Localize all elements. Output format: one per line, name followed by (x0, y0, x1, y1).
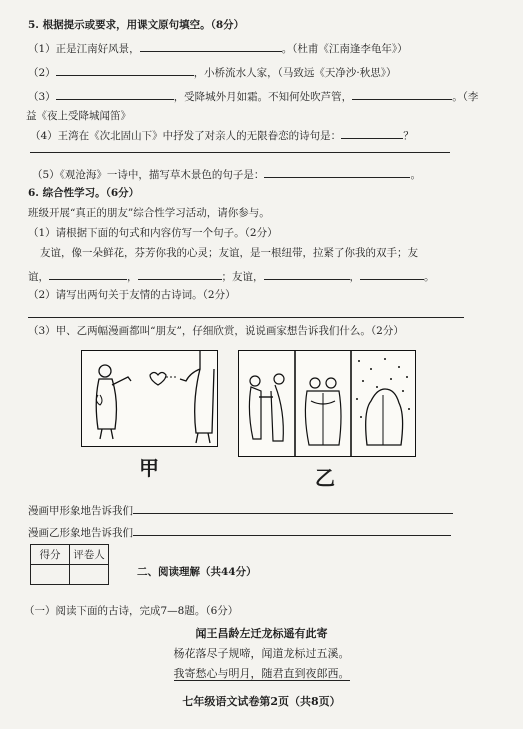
comic-yi-drawing (239, 351, 415, 456)
q6-part-3: （3）甲、乙两幅漫画都叫“朋友”，仔细欣赏，说说画家想告诉我们什么。（2分） (28, 325, 404, 337)
section-2-part-1: （一）阅读下面的古诗，完成7—8题。（6分） (24, 605, 239, 617)
q6-part-1-fill (28, 268, 435, 284)
comic-jia-legs-right (196, 433, 210, 443)
q5-item-3 (28, 88, 478, 104)
q6-fill-middle: ；友谊， (221, 271, 264, 283)
comic-jia-label: 甲 (139, 456, 159, 480)
comic-yi-p2-head-a (310, 378, 320, 388)
comic-yi-p1-head-a (250, 376, 260, 386)
comic-yi-label: 乙 (315, 466, 335, 490)
comic-jia-arm-right (180, 351, 200, 381)
comic-jia-legs-left (100, 429, 113, 439)
q6-part-1-example: 友谊，像一朵鲜花，芬芳你我的心灵；友谊，是一根纽带，拉紧了你我的双手；友 (40, 247, 418, 259)
comic-jia-held-heart (96, 395, 102, 405)
q5-item-2-prefix: （2） (28, 67, 56, 79)
q6-intro: 班级开展“真正的朋友”综合性学习活动，请你参与。 (28, 207, 270, 219)
q5-item-1-blank[interactable] (140, 40, 282, 52)
comic-jia-answer (28, 502, 453, 518)
comic-yi-p1-body-a (249, 387, 261, 439)
comic-yi-p1-head-b (274, 374, 284, 384)
q5-item-5-end: 。 (410, 169, 421, 181)
q5-item-1-prefix: （1）正是江南好风景， (28, 43, 140, 55)
comic-jia (81, 350, 218, 447)
q5-item-4-answer-line[interactable] (30, 152, 450, 153)
comic-yi-p2-head-b (326, 378, 336, 388)
q5-item-4-blank[interactable] (341, 127, 403, 139)
q5-item-4-end: ？ (403, 130, 414, 142)
score-box (30, 544, 109, 585)
q5-item-5 (32, 166, 421, 182)
comic-yi-answer-prefix: 漫画乙形象地告诉我们 (28, 527, 133, 539)
q5-item-2-suffix: ，小桥流水人家，（马致远《天净沙·秋思》） (193, 67, 397, 79)
q5-item-4 (30, 127, 414, 143)
poem-line-2-wrap (0, 667, 523, 681)
q5-item-2 (28, 64, 397, 80)
score-cell[interactable] (31, 565, 70, 585)
comic-jia-arm-left (112, 377, 131, 385)
comic-yi-answer-blank[interactable] (133, 524, 451, 536)
q5-item-3-prefix: （3） (28, 91, 56, 103)
q6-fill-prefix: 谊， (28, 271, 49, 283)
comic-jia-head-left (99, 365, 111, 377)
q6-fill-comma-1: ， (127, 271, 138, 283)
poem-title: 闻王昌龄左迁龙标遥有此寄 (195, 627, 328, 640)
comic-jia-answer-prefix: 漫画甲形象地告诉我们 (28, 505, 133, 517)
comic-jia-heart (150, 373, 166, 386)
q5-item-3-middle: ，受降城外月如霜。不知何处吹芦管， (173, 91, 353, 103)
q5-item-3-source: 益《夜上受降城闻笛》 (26, 110, 131, 122)
comic-jia-body-right (195, 369, 214, 433)
q6-fill-end: 。 (424, 271, 435, 283)
q6-fill-blank-2[interactable] (138, 268, 222, 280)
comic-jia-drawing (82, 351, 217, 446)
score-label: 得分 (31, 545, 70, 565)
comic-yi (238, 350, 416, 457)
q6-fill-blank-1[interactable] (49, 268, 127, 280)
q6-fill-comma-2: ， (349, 271, 360, 283)
q5-item-3-suffix: 。（李 (452, 91, 479, 103)
q5-item-5-blank[interactable] (264, 166, 410, 178)
q6-part-1: （1）请根据下面的句式和内容仿写一个句子。（2分） (28, 227, 278, 239)
q5-item-4-text: （4）王湾在《次北固山下》中抒发了对亲人的无限眷恋的诗句是： (30, 130, 342, 142)
q5-item-3-blank-b[interactable] (352, 88, 452, 100)
q5-item-5-text: （5）《观沧海》一诗中，描写草木景色的句子是： (32, 169, 265, 181)
comic-yi-p1-body-b (271, 385, 283, 441)
q6-fill-blank-3[interactable] (264, 268, 350, 280)
q6-part-2-answer-line[interactable] (28, 317, 464, 318)
comic-jia-answer-blank[interactable] (133, 502, 453, 514)
poem-line-2: 我寄愁心与明月，随君直到夜郎西。 (173, 667, 350, 680)
comic-yi-answer (28, 524, 451, 540)
q6-fill-blank-4[interactable] (360, 268, 424, 280)
comic-yi-p3-snow-figure (366, 389, 403, 445)
section-2-title: 二、阅读理解（共44分） (137, 566, 257, 578)
q5-item-1 (28, 40, 408, 56)
q6-title: 6. 综合性学习。（6分） (28, 187, 140, 199)
q5-item-1-suffix: 。（杜甫《江南逢李龟年》） (281, 43, 408, 55)
grader-cell[interactable] (70, 565, 109, 585)
q5-item-3-blank-a[interactable] (56, 88, 174, 100)
grader-label: 评卷人 (70, 545, 109, 565)
q5-item-2-blank[interactable] (56, 64, 194, 76)
page-footer: 七年级语文试卷第2页（共8页） (182, 695, 341, 708)
q5-title: 5. 根据提示或要求，用课文原句填空。（8分） (28, 19, 245, 31)
poem-line-1: 杨花落尽子规啼，闻道龙标过五溪。 (173, 647, 350, 660)
q6-part-2: （2）请写出两句关于友情的古诗词。（2分） (28, 289, 236, 301)
